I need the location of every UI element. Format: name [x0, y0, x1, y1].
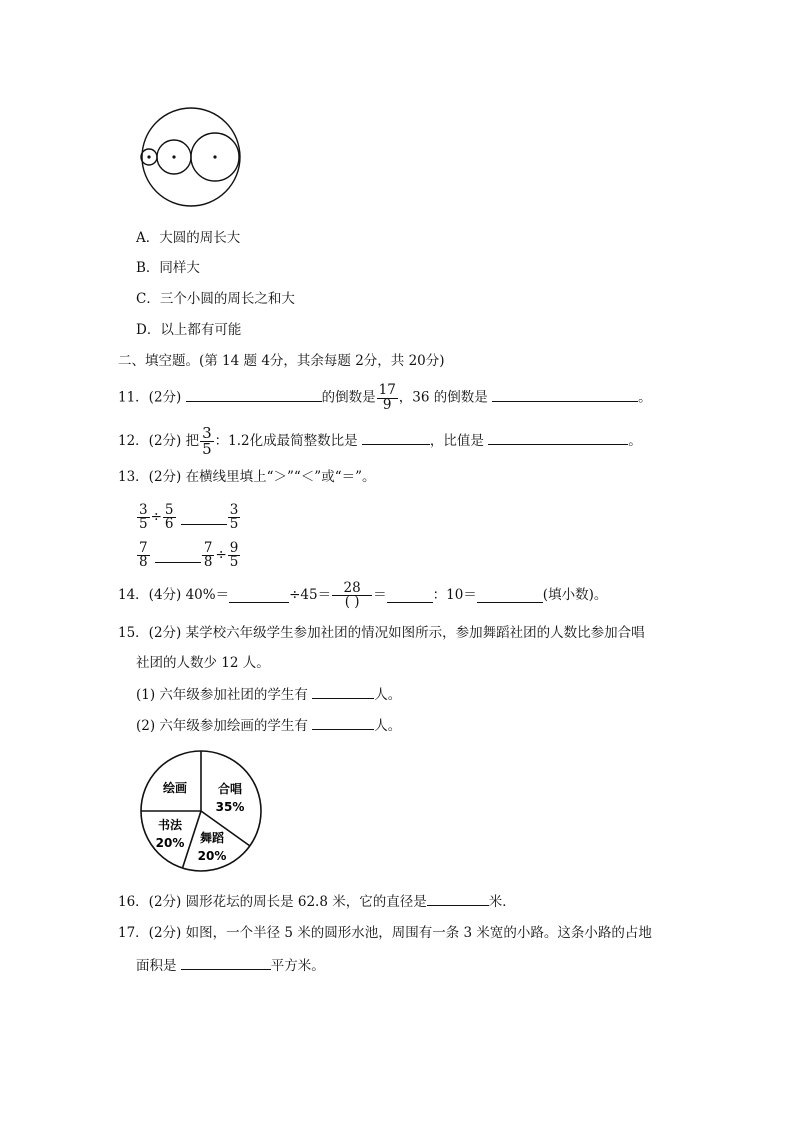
fraction: $\frac{3}{5}$ — [202, 424, 212, 458]
q12-blank-2[interactable] — [488, 430, 628, 445]
pie-label-hechang: 合唱 — [217, 782, 243, 796]
club-pie-chart — [138, 748, 264, 874]
fraction: $\frac{17}{9}$ — [378, 382, 396, 413]
small-circle-center — [147, 155, 150, 158]
pie-pct-shufa: 20% — [155, 836, 185, 850]
q17-blank[interactable] — [181, 955, 271, 970]
medium-circle-center — [172, 155, 175, 158]
question-15-line-1: 15．(2分) 某学校六年级学生参加社团的情况如图所示，参加舞蹈社团的人数比参加合唱 — [118, 625, 645, 641]
option-d: D．以上都有可能 — [136, 322, 242, 338]
circles-figure — [136, 104, 246, 210]
q13-blank-2[interactable] — [155, 548, 201, 563]
pie-label-shufa: 书法 — [157, 818, 183, 832]
q11-blank-2[interactable] — [492, 387, 638, 402]
question-13: 13．(2分) 在横线里填上“＞”“＜”或“＝”。 — [118, 469, 376, 485]
q15-sub-1: (1) 六年级参加社团的学生有 人。 — [136, 684, 401, 706]
q15-sub-2: (2) 六年级参加绘画的学生有 人。 — [136, 715, 401, 737]
q11-blank-1[interactable] — [186, 387, 322, 402]
q13-blank-1[interactable] — [181, 510, 227, 525]
q15-blank-2[interactable] — [312, 715, 374, 730]
q14-blank-2[interactable] — [387, 588, 433, 603]
option-a: A．大圆的周长大 — [136, 230, 241, 246]
question-12: 12．(2分) 把 $\frac{3}{5}$ ：1.2化成最简整数比是 ，比值是 。 — [118, 424, 642, 458]
q14-blank-3[interactable] — [477, 588, 543, 603]
option-c: C．三个小圆的周长之和大 — [136, 291, 295, 307]
option-b: B．同样大 — [136, 260, 200, 276]
q15-blank-1[interactable] — [312, 684, 374, 699]
question-17-line-2: 面积是 平方米。 — [136, 955, 325, 977]
question-14: 14．(4分) 40%＝ ÷45＝ $\frac{28}{( )}$ ＝ ：10＝ (填小数)。 — [118, 579, 608, 610]
q16-blank[interactable] — [427, 891, 489, 906]
question-16: 16．(2分) 圆形花坛的周长是 62.8 米，它的直径是 米． — [118, 891, 516, 913]
pie-label-huihua: 绘画 — [162, 781, 188, 795]
section-2-title: 二、填空题。(第 14 题 4分，其余每题 2分，共 20分) — [118, 353, 445, 369]
q13-row-2: $\frac{7}{8}$ $\frac{7}{8}$ ÷ $\frac{9}{5}$ — [139, 539, 239, 570]
question-17-line-1: 17．(2分) 如图，一个半径 5 米的圆形水池，周围有一条 3 米宽的小路。这条小路的占地 — [118, 925, 652, 941]
question-11: 11．(2分) 的倒数是 $\frac{17}{9}$ ，36 的倒数是 。 — [118, 382, 652, 413]
question-15-line-2: 社团的人数少 12 人。 — [136, 655, 270, 671]
q13-row-1: $\frac{3}{5}$ ÷ $\frac{5}{6}$ $\frac{3}{5}$ — [139, 501, 239, 532]
pie-pct-hechang: 35% — [215, 800, 245, 814]
pie-pct-wudao: 20% — [197, 849, 227, 863]
large-inner-circle-center — [213, 155, 216, 158]
q14-blank-1[interactable] — [229, 588, 289, 603]
q12-blank-1[interactable] — [362, 430, 430, 445]
pie-label-wudao: 舞蹈 — [199, 831, 225, 845]
